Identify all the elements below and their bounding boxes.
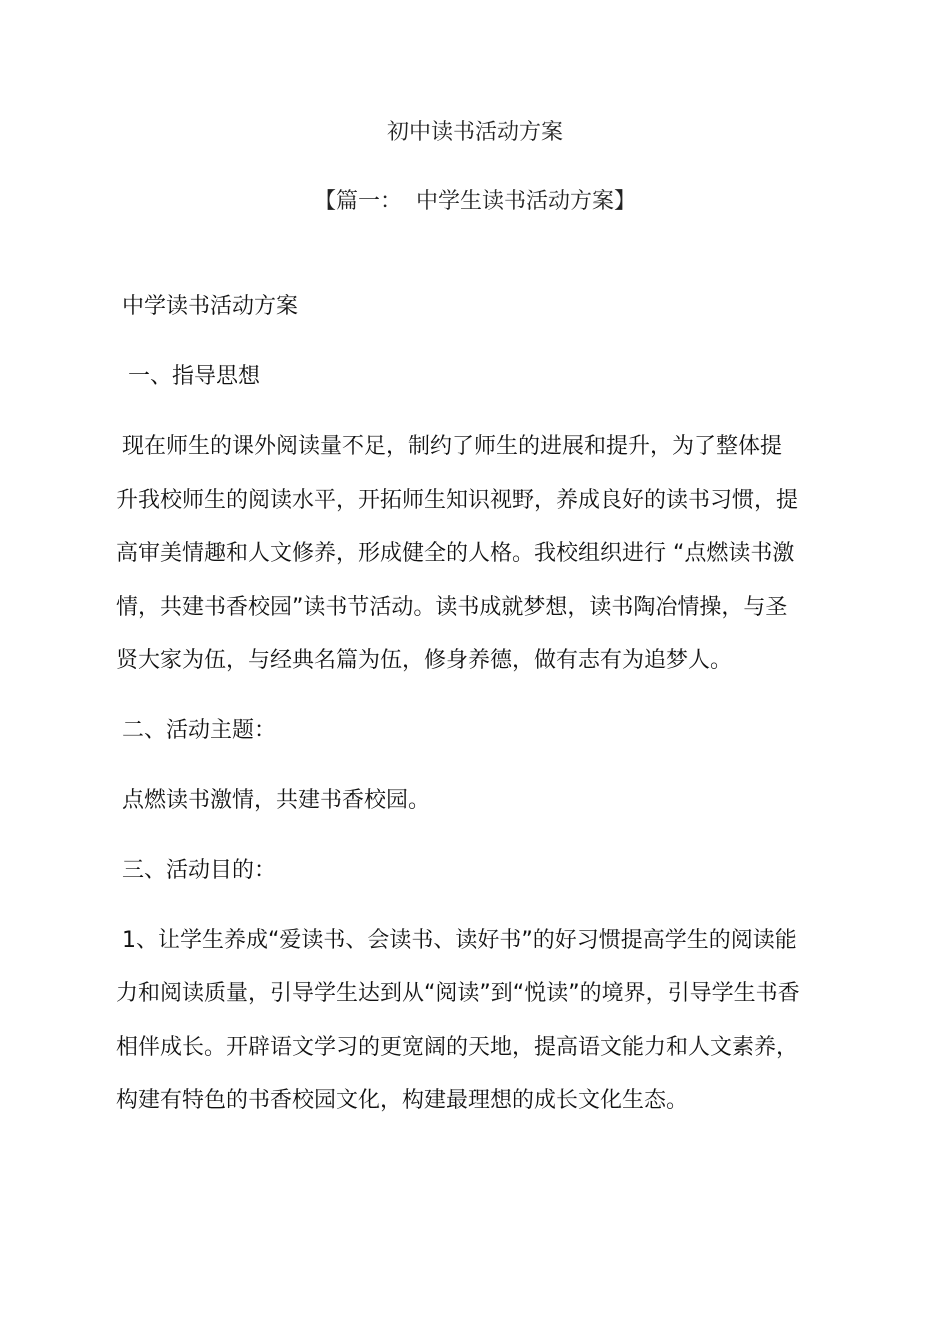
paragraph-line: 现在师生的课外阅读量不足，制约了师生的进展和提升，为了整体提 xyxy=(122,434,783,459)
document-body xyxy=(116,292,836,1140)
section2-text: 点燃读书激情，共建书香校园。 xyxy=(122,787,431,813)
paragraph-line: 升我校师生的阅读水平，开拓师生知识视野，养成良好的读书习惯，提 xyxy=(116,487,799,513)
paragraph-line: 情，共建书香校园”读书节活动。读书成就梦想，读书陶冶情操，与圣 xyxy=(116,594,788,620)
section3-paragraph xyxy=(116,926,836,1140)
section3-heading: 三、活动目的： xyxy=(122,857,277,883)
section-heading: 中学读书活动方案 xyxy=(122,294,299,319)
paragraph-line: 相伴成长。开辟语文学习的更宽阔的天地，提高语文能力和人文素养， xyxy=(116,1034,799,1060)
document-subtitle: 【篇一： 中学生读书活动方案】 xyxy=(314,189,636,214)
section1-heading: 一、指导思想 xyxy=(128,364,261,389)
paragraph-line: 高审美情趣和人文修养，形成健全的人格。我校组织进行 “点燃读书激 xyxy=(116,541,795,566)
paragraph-line: 构建有特色的书香校园文化，构建最理想的成长文化生态。 xyxy=(116,1088,689,1113)
paragraph-line: 力和阅读质量，引导学生达到从“阅读”到“悦读”的境界，引导学生书香 xyxy=(116,981,800,1006)
paragraph-line: 1、让学生养成“爱读书、会读书、读好书”的好习惯提高学生的阅读能 xyxy=(122,927,797,953)
paragraph-line: 贤大家为伍，与经典名篇为伍，修身养德，做有志有为追梦人。 xyxy=(116,648,733,673)
section1-paragraph xyxy=(116,432,836,700)
document-title: 初中读书活动方案 xyxy=(386,120,563,145)
section2-heading: 二、活动主题： xyxy=(122,717,277,743)
